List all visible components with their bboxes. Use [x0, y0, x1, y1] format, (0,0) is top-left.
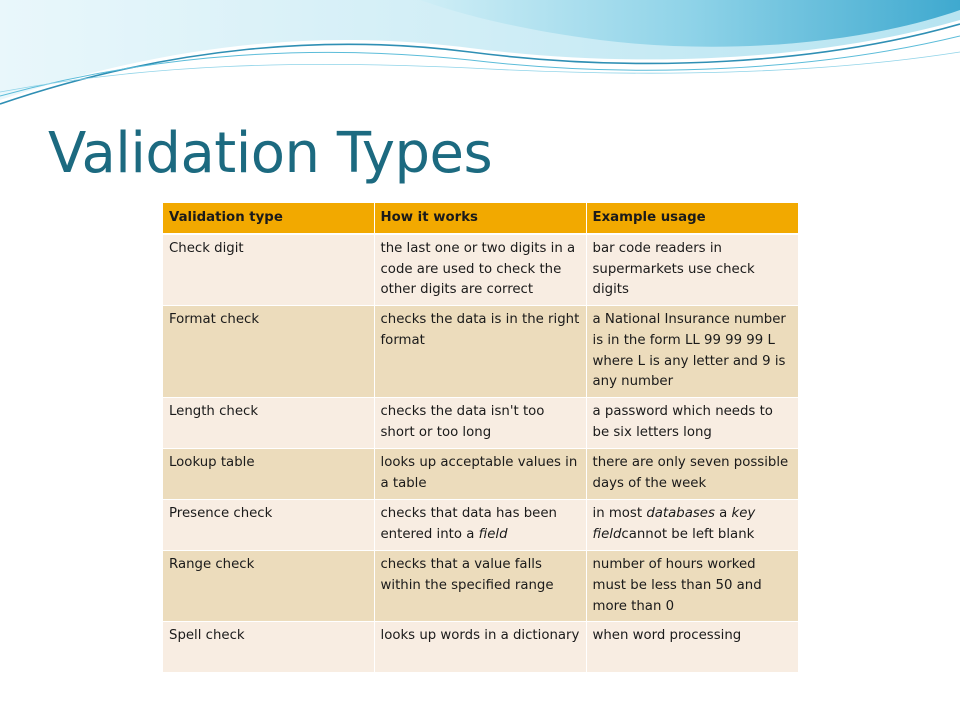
cell-validation-type: Presence check	[163, 500, 374, 551]
cell-validation-type: Lookup table	[163, 449, 374, 500]
cell-example-usage: a password which needs to be six letters long	[586, 398, 798, 449]
cell-example-usage: when word processing	[586, 622, 798, 673]
cell-example-usage: number of hours worked must be less than 50 and more than 0	[586, 551, 798, 622]
header-example-usage: Example usage	[586, 203, 798, 234]
cell-how-it-works: looks up words in a dictionary	[374, 622, 586, 673]
cell-validation-type: Spell check	[163, 622, 374, 673]
cell-validation-type: Length check	[163, 398, 374, 449]
table-row	[163, 234, 798, 306]
table-row	[163, 551, 798, 622]
cell-example-usage: bar code readers in supermarkets use check digits	[586, 234, 798, 306]
example-emphasis: key field	[592, 506, 756, 542]
table-row	[163, 622, 798, 673]
table-header-row	[163, 203, 798, 234]
cell-validation-type: Range check	[163, 551, 374, 622]
example-text: cannot be left blank	[621, 526, 755, 542]
example-text: in most	[592, 506, 647, 522]
example-emphasis: databases	[646, 506, 715, 522]
how-text: checks that data has been entered into a	[380, 506, 557, 542]
validation-types-table	[163, 203, 798, 673]
how-emphasis: field	[478, 526, 508, 542]
cell-example-usage	[586, 500, 798, 551]
cell-how-it-works: looks up acceptable values in a table	[374, 449, 586, 500]
table-row	[163, 449, 798, 500]
cell-how-it-works: checks that a value falls within the specified range	[374, 551, 586, 622]
table-row	[163, 500, 798, 551]
cell-how-it-works: checks the data is in the right format	[374, 306, 586, 398]
table-row	[163, 398, 798, 449]
cell-how-it-works: checks the data isn't too short or too long	[374, 398, 586, 449]
table-row	[163, 306, 798, 398]
cell-example-usage: a National Insurance number is in the form LL 99 99 99 L where L is any letter and 9 is any number	[586, 306, 798, 398]
cell-validation-type: Format check	[163, 306, 374, 398]
header-how-it-works: How it works	[374, 203, 586, 234]
header-validation-type: Validation type	[163, 203, 374, 234]
cell-example-usage: there are only seven possible days of the week	[586, 449, 798, 500]
slide-title: Validation Types	[48, 121, 493, 186]
cell-how-it-works: the last one or two digits in a code are used to check the other digits are correct	[374, 234, 586, 306]
cell-validation-type: Check digit	[163, 234, 374, 306]
decorative-wave-banner	[0, 0, 960, 120]
example-text: a	[714, 506, 732, 522]
cell-how-it-works	[374, 500, 586, 551]
